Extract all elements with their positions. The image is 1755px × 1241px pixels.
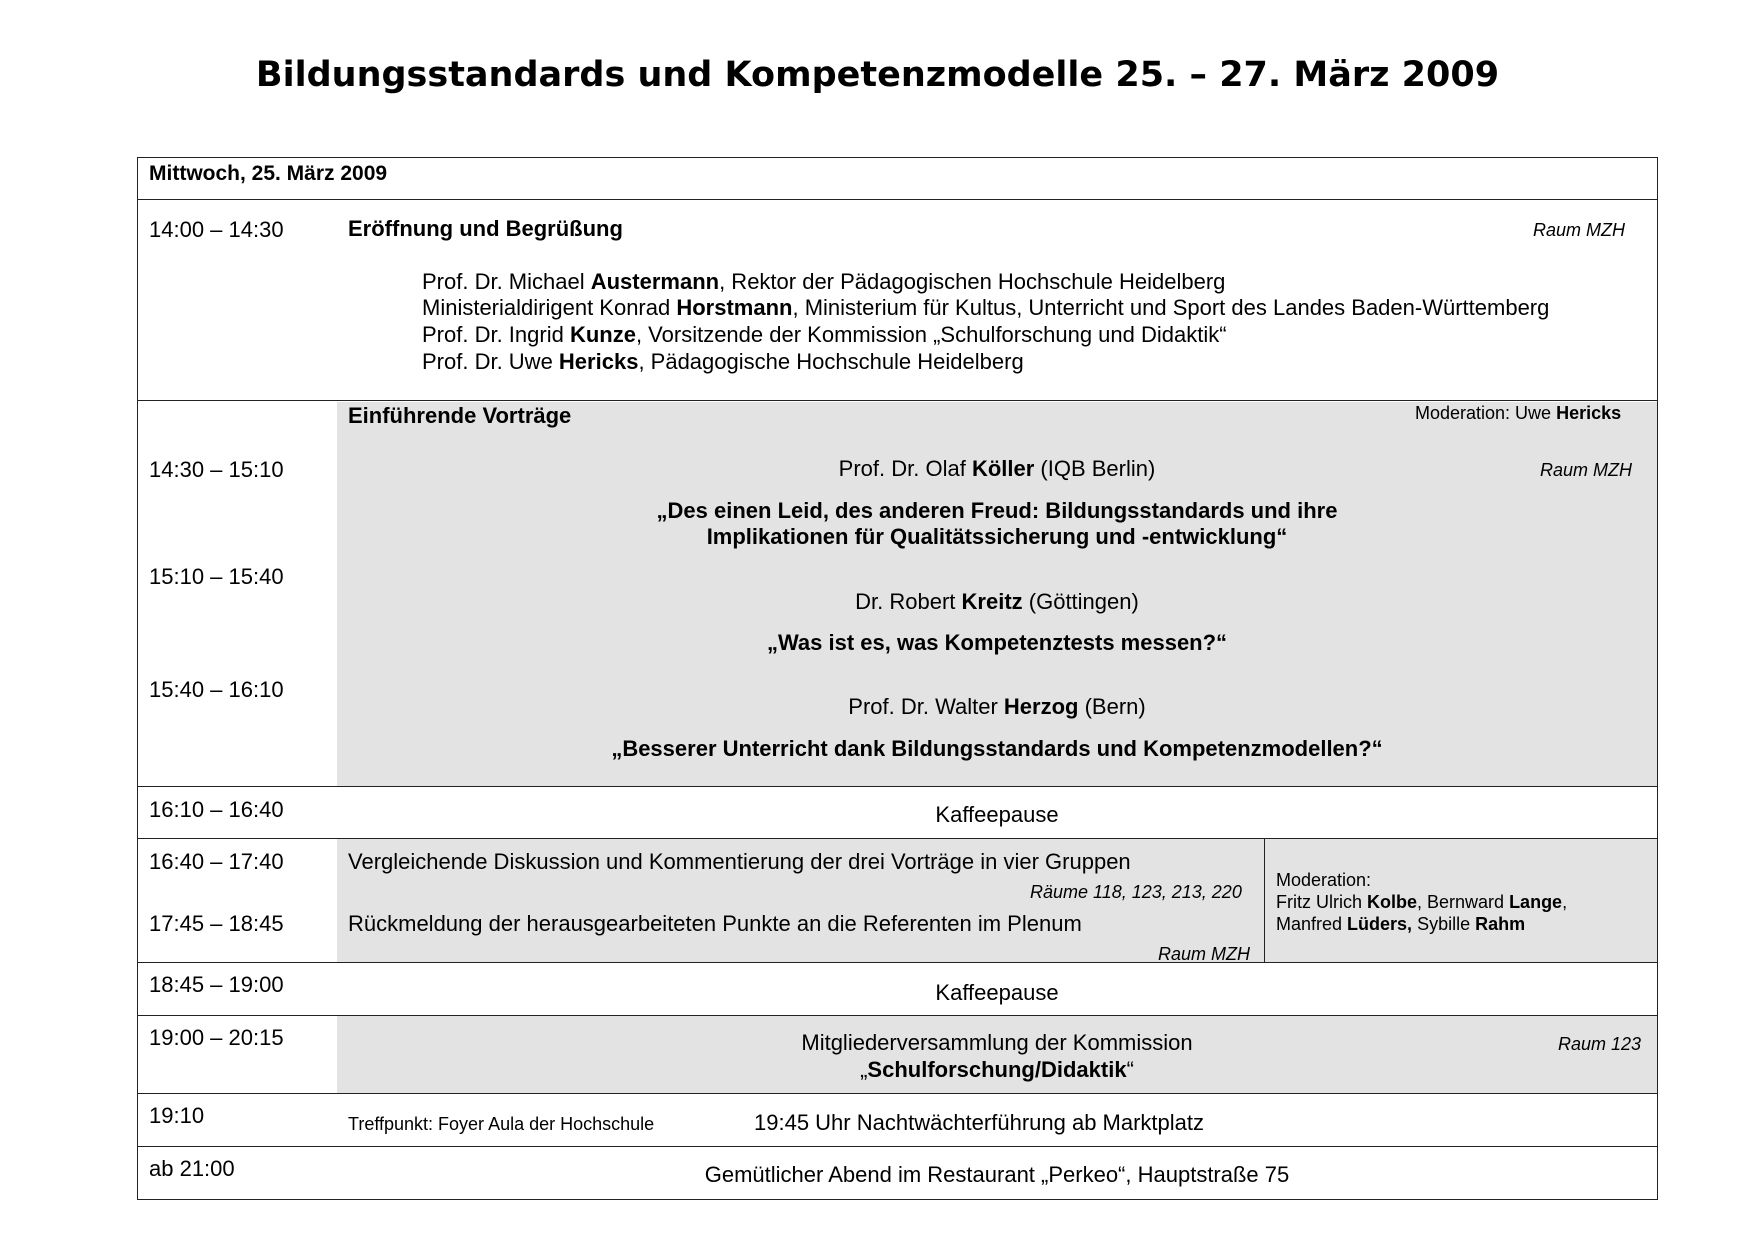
opening-speaker: Prof. Dr. Uwe Hericks, Pädagogische Hochschule Heidelberg bbox=[422, 349, 1024, 374]
opening-time: 14:00 – 14:30 bbox=[149, 217, 284, 242]
talk-speaker: Prof. Dr. Walter Herzog (Bern) bbox=[848, 694, 1146, 719]
break-time: 16:10 – 16:40 bbox=[149, 797, 284, 822]
talk-time: 15:40 – 16:10 bbox=[149, 677, 284, 702]
talk-title: „Des einen Leid, des anderen Freud: Bildungsstandards und ihre bbox=[656, 498, 1338, 523]
opening-speaker: Prof. Dr. Ingrid Kunze, Vorsitzende der Kommission „Schulforschung und Didaktik“ bbox=[422, 322, 1227, 347]
opening-heading: Eröffnung und Begrüßung bbox=[348, 216, 623, 241]
talk-speaker: Dr. Robert Kreitz (Göttingen) bbox=[855, 589, 1139, 614]
page-title: Bildungsstandards und Kompetenzmodelle 25. – 27. März 2009 bbox=[255, 55, 1500, 95]
opening-room: Raum MZH bbox=[1533, 220, 1626, 240]
moderation-names: Manfred Lüders, Sybille Rahm bbox=[1276, 914, 1526, 934]
opening-speaker: Ministerialdirigent Konrad Horstmann, Ministerium für Kultus, Unterricht und Sport des Landes Baden-Württemberg bbox=[422, 295, 1550, 320]
break-label: Kaffeepause bbox=[935, 980, 1059, 1005]
evening-text: Gemütlicher Abend im Restaurant „Perkeo“, Hauptstraße 75 bbox=[704, 1162, 1290, 1187]
intro-heading: Einführende Vorträge bbox=[348, 403, 572, 428]
evening-time: ab 21:00 bbox=[149, 1156, 235, 1181]
talk-time: 14:30 – 15:10 bbox=[149, 457, 284, 482]
assembly-line: Mitgliederversammlung der Kommission bbox=[801, 1030, 1193, 1055]
intro-moderation: Moderation: Uwe Hericks bbox=[1415, 403, 1622, 423]
row-divider bbox=[137, 199, 1658, 200]
assembly-time: 19:00 – 20:15 bbox=[149, 1025, 284, 1050]
discussion-rooms: Raum MZH bbox=[1158, 944, 1251, 964]
discussion-time: 17:45 – 18:45 bbox=[149, 911, 284, 936]
row-divider bbox=[137, 1146, 1658, 1147]
break-time: 18:45 – 19:00 bbox=[149, 972, 284, 997]
tour-meeting: Treffpunkt: Foyer Aula der Hochschule bbox=[348, 1114, 655, 1134]
discussion-rooms: Räume 118, 123, 213, 220 bbox=[1030, 882, 1242, 902]
opening-speaker: Prof. Dr. Michael Austermann, Rektor der Pädagogischen Hochschule Heidelberg bbox=[422, 269, 1226, 294]
row-divider bbox=[137, 838, 1658, 839]
day-header: Mittwoch, 25. März 2009 bbox=[149, 162, 388, 185]
talk-title: „Besserer Unterricht dank Bildungsstandards und Kompetenzmodellen?“ bbox=[611, 736, 1383, 761]
row-divider bbox=[137, 1015, 1658, 1016]
moderation-label: Moderation: bbox=[1276, 870, 1372, 890]
row-divider bbox=[137, 1093, 1658, 1094]
discussion-text: Vergleichende Diskussion und Kommentierung der drei Vorträge in vier Gruppen bbox=[348, 849, 1131, 874]
discussion-time: 16:40 – 17:40 bbox=[149, 849, 284, 874]
tour-time: 19:10 bbox=[149, 1103, 205, 1128]
break-label: Kaffeepause bbox=[935, 802, 1059, 827]
row-divider bbox=[137, 962, 1658, 963]
row-divider bbox=[137, 400, 1658, 401]
tour-text: 19:45 Uhr Nachtwächterführung ab Marktplatz bbox=[754, 1110, 1205, 1135]
column-divider bbox=[1264, 839, 1265, 962]
discussion-text: Rückmeldung der herausgearbeiteten Punkte an die Referenten im Plenum bbox=[348, 911, 1082, 936]
moderation-names: Fritz Ulrich Kolbe, Bernward Lange, bbox=[1276, 892, 1568, 912]
row-divider bbox=[137, 786, 1658, 787]
talk-title: „Was ist es, was Kompetenztests messen?“ bbox=[766, 630, 1228, 655]
talk-speaker: Prof. Dr. Olaf Köller (IQB Berlin) bbox=[838, 456, 1156, 481]
talk-title: Implikationen für Qualitätssicherung und -entwicklung“ bbox=[706, 524, 1288, 549]
assembly-line: „Schulforschung/Didaktik“ bbox=[860, 1057, 1134, 1082]
assembly-room: Raum 123 bbox=[1558, 1034, 1642, 1054]
talk-time: 15:10 – 15:40 bbox=[149, 564, 284, 589]
talk-room: Raum MZH bbox=[1540, 460, 1633, 480]
